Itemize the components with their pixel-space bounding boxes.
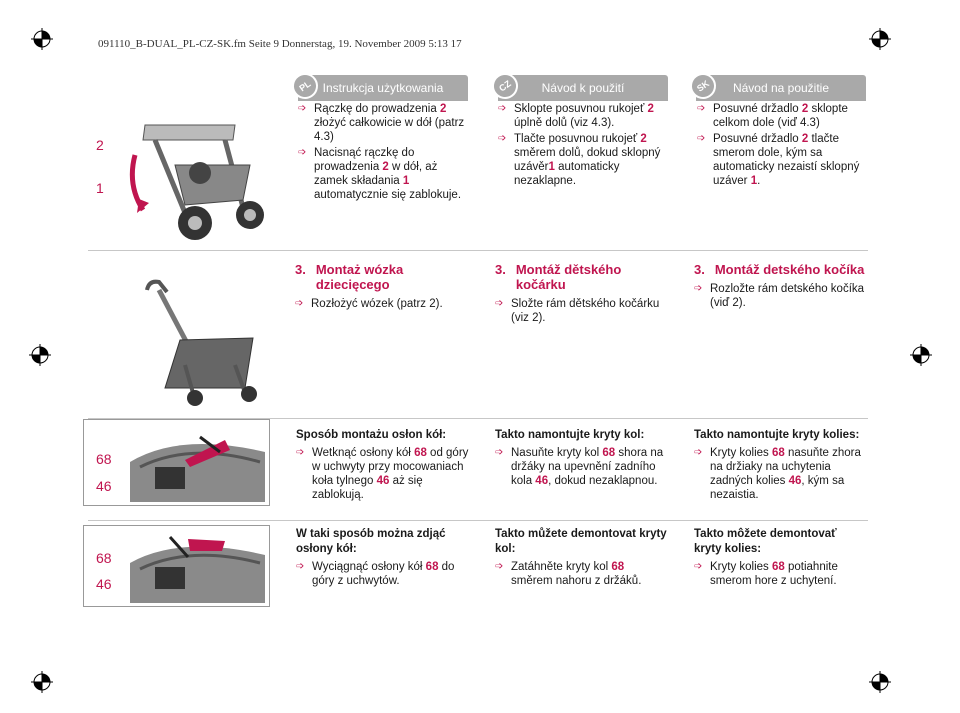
arrow-icon: ➩ <box>298 147 307 158</box>
figure-number: 1 <box>96 180 104 196</box>
figure-number: 2 <box>96 137 104 153</box>
subsection-title: Takto namontujte kryty kolies: <box>694 429 860 441</box>
subsection-title: W taki sposób można zdjąć osłony kół: <box>296 528 446 555</box>
crop-mark-icon <box>31 28 53 50</box>
pl-section5: W taki sposób można zdjąć osłony kół: ➩ Wyciągnąć osłony kół 68 do góry z uchwytów. <box>296 527 471 590</box>
subsection-title: Takto môžete demontovať kryty kolies: <box>694 528 837 555</box>
arrow-icon: ➩ <box>498 103 507 114</box>
lang-badge: PL <box>287 68 323 104</box>
crop-mark-icon <box>869 671 891 693</box>
lang-badge: CZ <box>487 68 523 104</box>
section-number: 3. <box>495 262 506 277</box>
subsection-title: Takto namontujte kryty kol: <box>495 429 645 441</box>
figure-number: 68 <box>96 451 112 467</box>
crop-mark-icon <box>869 28 891 50</box>
crop-mark-icon <box>910 344 932 366</box>
pl-section4: Sposób montażu osłon kół: ➩ Wetknąć osłony kół 68 od góry w uchwyty przy mocowaniach koła tylnego 46 aż się zablokują. <box>296 428 471 504</box>
figure-number: 68 <box>96 550 112 566</box>
sk-section5: Takto môžete demontovať kryty kolies: ➩ Kryty kolies 68 potiahnite smerom hore z uchytení. <box>694 527 866 590</box>
tab-pl <box>298 75 468 101</box>
arrow-icon: ➩ <box>295 298 304 309</box>
sk-section4: Takto namontujte kryty kolies: ➩ Kryty kolies 68 nasuňte zhora na držiaky na uchytenia zadných kolies 46, kým sa nezaistia. <box>694 428 866 504</box>
tab-title: Instrukcja użytkowania <box>322 81 444 95</box>
section-title: Montáž detského kočíka <box>714 262 865 277</box>
pl-step1-text: ➩ Rączkę do prowadzenia 2 złożyć całkowicie w dół (patrz 4.3) ➩ Nacisnąć rączkę do prowadzenia 2 w dół, aż zamek składania 1 automatycznie się zablokuje. <box>298 103 465 201</box>
wheel-cover-mount-illustration <box>130 422 265 502</box>
print-header: 091110_B-DUAL_PL-CZ-SK.fm Seite 9 Donnerstag, 19. November 2009 5:13 17 <box>98 38 462 50</box>
tab-title: Návod na použitie <box>732 81 830 95</box>
arrow-icon: ➩ <box>296 447 305 458</box>
tab-cz <box>498 75 668 101</box>
figure-number: 46 <box>96 478 112 494</box>
cz-section5: Takto můžete demontovat kryty kol: ➩ Zatáhněte kryty kol 68 směrem nahoru z držáků. <box>495 528 667 587</box>
tab-sk <box>696 75 866 101</box>
tab-title: Návod k použití <box>541 81 625 95</box>
cz-section3: 3. Montáž dětského kočárku ➩ Složte rám dětského kočárku (viz 2). <box>495 262 670 327</box>
arrow-icon: ➩ <box>697 133 706 144</box>
arrow-icon: ➩ <box>697 103 706 114</box>
arrow-icon: ➩ <box>694 561 703 572</box>
arrow-icon: ➩ <box>498 133 507 144</box>
arrow-icon: ➩ <box>495 561 504 572</box>
sk-step1-text: ➩ Posuvné držadlo 2 sklopte celkom dole (viď 4.3) ➩ Posuvné držadlo 2 tlačte smerom dole, kým sa automaticky nezaistí sklopný uzáver 1. <box>697 103 860 187</box>
stroller-fold-illustration <box>115 95 275 245</box>
arrow-icon: ➩ <box>495 447 504 458</box>
section-number: 3. <box>694 262 705 277</box>
sk-section3: 3. Montáž detského kočíka ➩ Rozložte rám detského kočíka (viď 2). <box>694 262 865 309</box>
section-title: Montáž dětského kočárku <box>515 262 622 292</box>
pl-section3: 3. Montaż wózka dziecięcego ➩ Rozłożyć wózek (patrz 2). <box>295 262 470 313</box>
arrow-icon: ➩ <box>694 447 703 458</box>
figure-number: 46 <box>96 576 112 592</box>
cz-section4: Takto namontujte kryty kol: ➩ Nasuňte kryty kol 68 shora na držáky na upevnění zadního kola 46, dokud nezaklapnou. <box>495 428 667 490</box>
wheel-cover-remove-illustration <box>130 527 265 603</box>
crop-mark-icon <box>31 671 53 693</box>
subsection-title: Takto můžete demontovat kryty kol: <box>495 528 667 555</box>
arrow-icon: ➩ <box>495 298 504 309</box>
section-number: 3. <box>295 262 306 277</box>
arrow-icon: ➩ <box>296 561 305 572</box>
arrow-icon: ➩ <box>298 103 307 114</box>
section-title: Montaż wózka dziecięcego <box>315 262 404 292</box>
cz-step1-text: ➩ Sklopte posuvnou rukojeť 2 úplně dolů (viz 4.3). ➩ Tlačte posuvnou rukojeť 2 směrem dolů, dokud sklopný uzávěr1 automaticky nezaklapne. <box>498 103 661 187</box>
lang-badge: SK <box>685 68 721 104</box>
crop-mark-icon <box>29 344 51 366</box>
stroller-frame-illustration <box>135 270 270 410</box>
subsection-title: Sposób montażu osłon kół: <box>296 429 447 441</box>
arrow-icon: ➩ <box>694 283 703 294</box>
